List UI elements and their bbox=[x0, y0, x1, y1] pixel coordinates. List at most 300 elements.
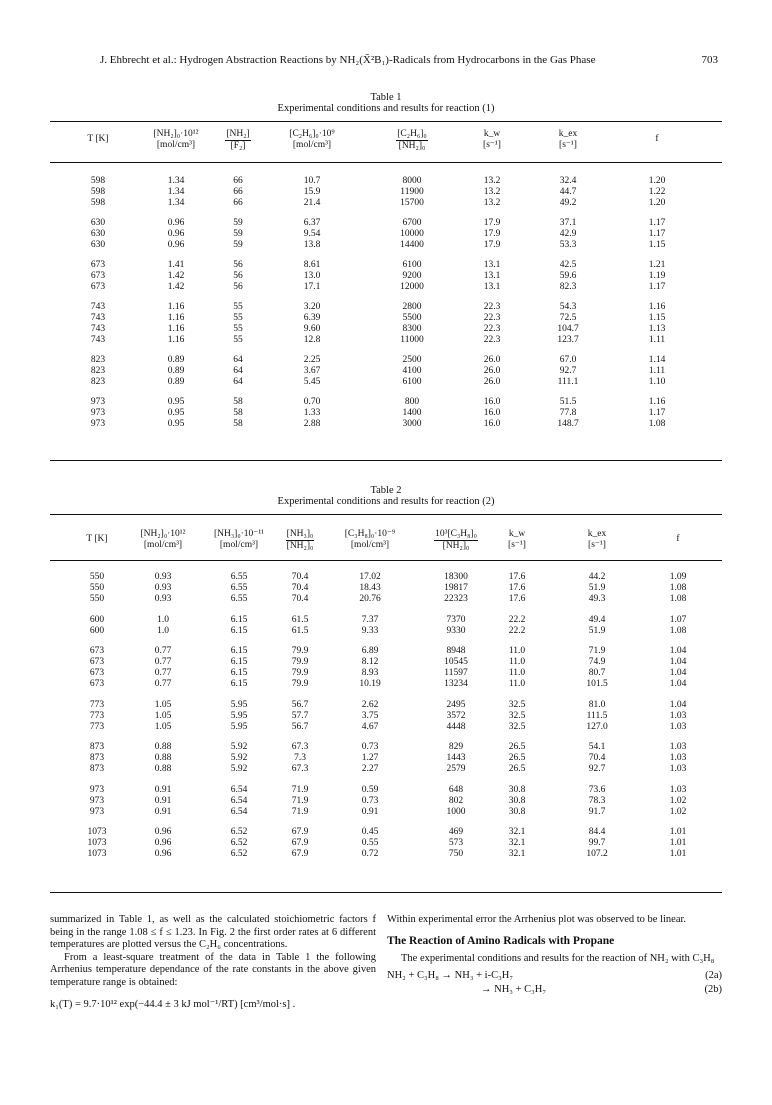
table-cell: 1073 bbox=[87, 827, 107, 837]
table-cell: 1.16 bbox=[167, 335, 185, 345]
table-cell: 4448 bbox=[446, 721, 466, 732]
table-cell: 1.02 bbox=[669, 795, 687, 806]
table-cell: 67.3 bbox=[291, 742, 309, 752]
table-cell: 873 bbox=[89, 742, 105, 752]
table-cell: 10.19 bbox=[359, 679, 381, 689]
table-cell: 6.37 bbox=[303, 218, 321, 228]
table1-caption: Experimental conditions and results for reaction (1) bbox=[277, 103, 495, 114]
table-cell: 17.6 bbox=[508, 572, 526, 582]
table-cell: 1.42 bbox=[167, 282, 185, 292]
table-cell: 0.88 bbox=[154, 753, 172, 763]
table-cell: 673 bbox=[90, 271, 106, 281]
table-cell: 550 bbox=[89, 572, 105, 582]
table-cell: 6.52 bbox=[230, 849, 248, 859]
table-cell: 1.08 bbox=[669, 625, 687, 636]
table-cell: 67.3 bbox=[291, 764, 309, 774]
table-cell: 630 bbox=[90, 240, 106, 250]
table-cell: 973 bbox=[90, 419, 106, 429]
table-cell: 773 bbox=[89, 721, 105, 732]
table-cell: 44.2 bbox=[588, 572, 606, 582]
table-cell: 32.1 bbox=[508, 827, 526, 837]
table-cell: 80.7 bbox=[588, 668, 606, 678]
column-header-unit: [mol/cm³] bbox=[292, 140, 332, 150]
table-cell: 3.67 bbox=[303, 366, 321, 376]
table-cell: 0.89 bbox=[167, 355, 185, 365]
table-cell: 111.5 bbox=[586, 710, 608, 721]
column-header-line: k_ex bbox=[587, 529, 607, 539]
column-header bbox=[523, 129, 613, 151]
table-cell: 71.9 bbox=[291, 795, 309, 806]
table-cell: 1.15 bbox=[648, 240, 666, 250]
table2-header-rule bbox=[50, 560, 722, 561]
table-cell: 0.91 bbox=[361, 806, 379, 817]
table-cell: 1.13 bbox=[648, 324, 666, 334]
table-cell: 1.02 bbox=[669, 806, 687, 817]
column-header-unit: [F₂] bbox=[230, 141, 246, 151]
column-header bbox=[612, 134, 702, 145]
table-cell: 22.3 bbox=[483, 324, 501, 334]
table-cell: 2495 bbox=[446, 699, 466, 710]
table-cell: 1.0 bbox=[157, 625, 169, 636]
table-cell: 51.9 bbox=[588, 625, 606, 636]
table-row bbox=[0, 722, 772, 733]
table2-caption: Experimental conditions and results for reaction (2) bbox=[277, 496, 495, 507]
column-header-line: k_ex bbox=[558, 129, 578, 139]
table-row bbox=[0, 187, 772, 198]
column-header-line: [NH₂]₀·10¹² bbox=[140, 529, 186, 539]
table-cell: 673 bbox=[90, 260, 106, 270]
table-row bbox=[0, 646, 772, 657]
table-cell: 71.9 bbox=[291, 806, 309, 817]
arrhenius-equation: k₁(T) = 9.7·10¹² exp(−44.4 ± 3 kJ mol⁻¹/RT) [cm³/mol·s] . bbox=[50, 999, 296, 1010]
table-cell: 743 bbox=[90, 313, 106, 323]
table-cell: 37.1 bbox=[559, 218, 577, 228]
table-cell: 1.01 bbox=[669, 849, 687, 859]
table-cell: 14400 bbox=[400, 240, 424, 250]
table-cell: 92.7 bbox=[559, 366, 577, 376]
table-cell: 973 bbox=[89, 795, 105, 806]
table-cell: 973 bbox=[89, 806, 105, 817]
table-cell: 630 bbox=[90, 218, 106, 228]
table-cell: 6.54 bbox=[230, 784, 248, 795]
table-cell: 59 bbox=[233, 218, 243, 228]
column-header-line: T [K] bbox=[87, 134, 109, 144]
table-cell: 53.3 bbox=[559, 240, 577, 250]
table-cell: 54.3 bbox=[559, 302, 577, 312]
table-row bbox=[0, 229, 772, 240]
table-cell: 3000 bbox=[402, 419, 422, 429]
table-row bbox=[0, 397, 772, 408]
table-cell: 58 bbox=[233, 397, 243, 407]
table-row bbox=[0, 313, 772, 324]
table-cell: 0.96 bbox=[167, 229, 185, 239]
table-cell: 10545 bbox=[444, 657, 468, 667]
column-header-line: [C₂H₆]₀·10⁹ bbox=[289, 129, 335, 139]
table-cell: 6.15 bbox=[230, 625, 248, 636]
table-cell: 1.14 bbox=[648, 355, 666, 365]
table-cell: 17.9 bbox=[483, 240, 501, 250]
table-cell: 56.7 bbox=[291, 699, 309, 710]
table-cell: 0.93 bbox=[154, 583, 172, 593]
table-cell: 3.75 bbox=[361, 710, 379, 721]
table-cell: 7.3 bbox=[294, 753, 306, 763]
column-header-unit: [mol/cm³] bbox=[219, 540, 259, 550]
table-row bbox=[0, 594, 772, 605]
table-row bbox=[0, 282, 772, 293]
table-cell: 72.5 bbox=[559, 313, 577, 323]
table-cell: 1.17 bbox=[648, 282, 666, 292]
table-cell: 1.04 bbox=[669, 657, 687, 667]
table-cell: 16.0 bbox=[483, 397, 501, 407]
table-cell: 6.15 bbox=[230, 646, 248, 656]
column-header-line: f bbox=[676, 534, 680, 544]
table-cell: 51.5 bbox=[559, 397, 577, 407]
column-header bbox=[267, 129, 357, 151]
table-cell: 55 bbox=[233, 335, 243, 345]
table-cell: 0.73 bbox=[361, 795, 379, 806]
section-heading: The Reaction of Amino Radicals with Propane bbox=[387, 934, 615, 947]
table1-header-rule bbox=[50, 162, 722, 163]
table-cell: 1.41 bbox=[167, 260, 185, 270]
table-cell: 32.1 bbox=[508, 838, 526, 848]
column-header-line: [C₃H₈]₀·10⁻⁹ bbox=[344, 529, 396, 539]
table-row bbox=[0, 198, 772, 209]
table-row bbox=[0, 377, 772, 388]
table-cell: 6.39 bbox=[303, 313, 321, 323]
table-cell: 17.9 bbox=[483, 229, 501, 239]
table-row bbox=[0, 408, 772, 419]
table-cell: 0.70 bbox=[303, 397, 321, 407]
table-cell: 66 bbox=[233, 176, 243, 186]
table-cell: 0.93 bbox=[154, 594, 172, 604]
column-header-unit: [mol/cm³] bbox=[156, 140, 196, 150]
table-row bbox=[0, 668, 772, 679]
table-cell: 598 bbox=[90, 198, 106, 208]
table-cell: 1.22 bbox=[648, 187, 666, 197]
table-cell: 13.1 bbox=[483, 271, 501, 281]
equation-2b-number: (2b) bbox=[704, 983, 722, 995]
table-row bbox=[0, 615, 772, 626]
table-cell: 81.0 bbox=[588, 699, 606, 710]
table-cell: 0.91 bbox=[154, 806, 172, 817]
table-cell: 17.6 bbox=[508, 594, 526, 604]
table-cell: 0.95 bbox=[167, 397, 185, 407]
table-cell: 673 bbox=[89, 646, 105, 656]
table-cell: 2.27 bbox=[361, 764, 379, 774]
right-column bbox=[387, 914, 722, 998]
table-cell: 0.93 bbox=[154, 572, 172, 582]
table-cell: 61.5 bbox=[291, 614, 309, 625]
column-header-unit: [mol/cm³] bbox=[350, 540, 390, 550]
table-cell: 6.15 bbox=[230, 679, 248, 689]
table-cell: 11.0 bbox=[508, 668, 526, 678]
table-cell: 55 bbox=[233, 302, 243, 312]
table-cell: 2500 bbox=[402, 355, 422, 365]
table-cell: 773 bbox=[89, 710, 105, 721]
table-cell: 6.15 bbox=[230, 668, 248, 678]
table-cell: 1.03 bbox=[669, 753, 687, 763]
table-cell: 0.72 bbox=[361, 849, 379, 859]
table-cell: 22.2 bbox=[508, 614, 526, 625]
equation-2a bbox=[387, 970, 722, 984]
table-cell: 1073 bbox=[87, 838, 107, 848]
table2-bottom-rule bbox=[50, 892, 722, 893]
table-cell: 1.01 bbox=[669, 838, 687, 848]
table-cell: 1.20 bbox=[648, 198, 666, 208]
table-cell: 743 bbox=[90, 335, 106, 345]
table-cell: 11597 bbox=[444, 668, 468, 678]
table-cell: 26.0 bbox=[483, 377, 501, 387]
table-cell: 70.4 bbox=[291, 583, 309, 593]
table-cell: 773 bbox=[89, 699, 105, 710]
table-cell: 1.03 bbox=[669, 721, 687, 732]
table1-bottom-rule bbox=[50, 460, 722, 461]
table-cell: 8000 bbox=[402, 176, 422, 186]
table-cell: 5.95 bbox=[230, 699, 248, 710]
column-header-unit: [NH₂]₀ bbox=[286, 541, 314, 551]
table-cell: 71.9 bbox=[588, 646, 606, 656]
table-cell: 70.4 bbox=[588, 753, 606, 763]
column-header-line: k_w bbox=[508, 529, 526, 539]
table-cell: 12.8 bbox=[303, 335, 321, 345]
equation-2a-number: (2a) bbox=[705, 969, 722, 981]
table-cell: 550 bbox=[89, 594, 105, 604]
table-cell: 67.9 bbox=[291, 838, 309, 848]
table-cell: 74.9 bbox=[588, 657, 606, 667]
table-cell: 598 bbox=[90, 176, 106, 186]
column-header-line: [NH₃]₀·10⁻¹¹ bbox=[213, 529, 265, 539]
table-cell: 13.2 bbox=[483, 198, 501, 208]
table-cell: 15.9 bbox=[303, 187, 321, 197]
table-cell: 1.09 bbox=[669, 572, 687, 582]
table-cell: 2.88 bbox=[303, 419, 321, 429]
paragraph: From a least-square treatment of the data in Table 1 the following Arrhenius temperature dependance of the rate constants in the above given temperature range is obtained: bbox=[50, 951, 376, 988]
column-header bbox=[325, 529, 415, 551]
table-cell: 3.20 bbox=[303, 302, 321, 312]
table-cell: 64 bbox=[233, 366, 243, 376]
table-cell: 0.96 bbox=[154, 838, 172, 848]
table-cell: 79.9 bbox=[291, 646, 309, 656]
table-row bbox=[0, 240, 772, 251]
table-cell: 67.9 bbox=[291, 827, 309, 837]
table-cell: 973 bbox=[90, 408, 106, 418]
table-cell: 1.17 bbox=[648, 218, 666, 228]
table-cell: 6.89 bbox=[361, 646, 379, 656]
table-cell: 56 bbox=[233, 282, 243, 292]
table-row bbox=[0, 626, 772, 637]
column-header-line: T [K] bbox=[86, 534, 108, 544]
table-cell: 13.1 bbox=[483, 260, 501, 270]
table-cell: 829 bbox=[448, 742, 464, 752]
table-cell: 1000 bbox=[446, 806, 466, 817]
table-cell: 104.7 bbox=[557, 324, 579, 334]
table2-top-rule bbox=[50, 514, 722, 515]
table-cell: 5.92 bbox=[230, 753, 248, 763]
table-cell: 1.20 bbox=[648, 176, 666, 186]
table-cell: 49.2 bbox=[559, 198, 577, 208]
paragraph: The experimental conditions and results for the reaction of NH₂ with C₃H₈ bbox=[401, 953, 715, 964]
table-cell: 22.2 bbox=[508, 625, 526, 636]
table-row bbox=[0, 807, 772, 818]
table-cell: 1.03 bbox=[669, 784, 687, 795]
column-header bbox=[53, 134, 143, 145]
table-cell: 59 bbox=[233, 240, 243, 250]
table-cell: 1.11 bbox=[648, 335, 666, 345]
table-cell: 0.77 bbox=[154, 657, 172, 667]
table-cell: 8948 bbox=[446, 646, 466, 656]
table-cell: 8.93 bbox=[361, 668, 379, 678]
table-cell: 1.34 bbox=[167, 198, 185, 208]
column-header-line: 10³[C₃H₈]₀ bbox=[435, 529, 477, 539]
table-cell: 55 bbox=[233, 313, 243, 323]
table-cell: 111.1 bbox=[557, 377, 579, 387]
table-cell: 6100 bbox=[402, 260, 422, 270]
table-cell: 1.34 bbox=[167, 187, 185, 197]
table-cell: 802 bbox=[448, 795, 464, 806]
table-cell: 598 bbox=[90, 187, 106, 197]
table-cell: 32.5 bbox=[508, 721, 526, 732]
table-cell: 1.10 bbox=[648, 377, 666, 387]
table-cell: 2800 bbox=[402, 302, 422, 312]
table-cell: 5.45 bbox=[303, 377, 321, 387]
table-cell: 0.91 bbox=[154, 784, 172, 795]
table-cell: 1.19 bbox=[648, 271, 666, 281]
table-cell: 58 bbox=[233, 419, 243, 429]
column-header-unit: [s⁻¹] bbox=[508, 540, 526, 550]
table-cell: 20.76 bbox=[359, 594, 381, 604]
table-cell: 12000 bbox=[400, 282, 424, 292]
table-cell: 1.08 bbox=[648, 419, 666, 429]
table-cell: 58 bbox=[233, 408, 243, 418]
page-header bbox=[100, 54, 718, 70]
table-cell: 13.1 bbox=[483, 282, 501, 292]
table-cell: 8.61 bbox=[303, 260, 321, 270]
table-cell: 6100 bbox=[402, 377, 422, 387]
table-cell: 9200 bbox=[402, 271, 422, 281]
table-cell: 1.04 bbox=[669, 699, 687, 710]
table-cell: 0.88 bbox=[154, 764, 172, 774]
table-cell: 5500 bbox=[402, 313, 422, 323]
table-cell: 26.5 bbox=[508, 753, 526, 763]
table-cell: 973 bbox=[89, 784, 105, 795]
table-cell: 1.16 bbox=[648, 302, 666, 312]
table-cell: 5.95 bbox=[230, 721, 248, 732]
table-cell: 0.89 bbox=[167, 366, 185, 376]
table-cell: 59.6 bbox=[559, 271, 577, 281]
table-cell: 5.92 bbox=[230, 764, 248, 774]
table-cell: 79.9 bbox=[291, 679, 309, 689]
table-cell: 101.5 bbox=[586, 679, 608, 689]
table-cell: 22.3 bbox=[483, 335, 501, 345]
table-cell: 743 bbox=[90, 302, 106, 312]
table-cell: 61.5 bbox=[291, 625, 309, 636]
table-cell: 873 bbox=[89, 753, 105, 763]
table-cell: 16.0 bbox=[483, 408, 501, 418]
column-header bbox=[552, 529, 642, 551]
table-cell: 1.03 bbox=[669, 764, 687, 774]
table1-label: Table 1 bbox=[370, 92, 402, 103]
table-cell: 0.89 bbox=[167, 377, 185, 387]
table-cell: 6.54 bbox=[230, 806, 248, 817]
table-cell: 64 bbox=[233, 377, 243, 387]
table-cell: 6.52 bbox=[230, 838, 248, 848]
table-cell: 1.07 bbox=[669, 614, 687, 625]
table-cell: 1.04 bbox=[669, 679, 687, 689]
column-header-unit: [s⁻¹] bbox=[559, 140, 577, 150]
table-cell: 70.4 bbox=[291, 572, 309, 582]
table-cell: 1.08 bbox=[669, 583, 687, 593]
table-cell: 11000 bbox=[400, 335, 424, 345]
table-cell: 56 bbox=[233, 260, 243, 270]
equation-2b bbox=[387, 984, 722, 998]
table-cell: 26.0 bbox=[483, 366, 501, 376]
table-cell: 673 bbox=[89, 657, 105, 667]
table-cell: 56 bbox=[233, 271, 243, 281]
table-cell: 0.96 bbox=[167, 218, 185, 228]
table-cell: 7.37 bbox=[361, 614, 379, 625]
table-cell: 44.7 bbox=[559, 187, 577, 197]
table-cell: 630 bbox=[90, 229, 106, 239]
table-row bbox=[0, 657, 772, 668]
table-cell: 16.0 bbox=[483, 419, 501, 429]
table-cell: 1400 bbox=[402, 408, 422, 418]
table-cell: 873 bbox=[89, 764, 105, 774]
table-cell: 11.0 bbox=[508, 657, 526, 667]
table-cell: 2.25 bbox=[303, 355, 321, 365]
table-cell: 648 bbox=[448, 784, 464, 795]
table-cell: 823 bbox=[90, 377, 106, 387]
table-cell: 67.0 bbox=[559, 355, 577, 365]
table-cell: 32.5 bbox=[508, 699, 526, 710]
column-header-line: f bbox=[655, 134, 659, 144]
table-cell: 673 bbox=[90, 282, 106, 292]
table-cell: 17.1 bbox=[303, 282, 321, 292]
table-cell: 1.27 bbox=[361, 753, 379, 763]
table-cell: 600 bbox=[89, 614, 105, 625]
table-cell: 1.04 bbox=[669, 646, 687, 656]
table-cell: 1.11 bbox=[648, 366, 666, 376]
table-cell: 0.77 bbox=[154, 646, 172, 656]
table-cell: 8300 bbox=[402, 324, 422, 334]
column-header-unit: [NH₂]₀ bbox=[442, 541, 470, 551]
table-row bbox=[0, 218, 772, 229]
table-row bbox=[0, 260, 772, 271]
table-cell: 77.8 bbox=[559, 408, 577, 418]
table-cell: 49.4 bbox=[588, 614, 606, 625]
table-cell: 0.77 bbox=[154, 679, 172, 689]
table-cell: 66 bbox=[233, 198, 243, 208]
left-column bbox=[50, 914, 376, 1012]
column-header-line: [NH₃]₀ bbox=[286, 529, 314, 539]
table-cell: 11.0 bbox=[508, 679, 526, 689]
table-cell: 127.0 bbox=[586, 721, 608, 732]
equation-2b-text: → NH₃ + C₃H₇ bbox=[481, 983, 547, 995]
table-row bbox=[0, 700, 772, 711]
column-header-unit: [mol/cm³] bbox=[143, 540, 183, 550]
table-cell: 26.5 bbox=[508, 742, 526, 752]
table1-top-rule bbox=[50, 121, 722, 122]
table-cell: 67.9 bbox=[291, 849, 309, 859]
table-cell: 8.12 bbox=[361, 657, 379, 667]
table-cell: 973 bbox=[90, 397, 106, 407]
table-cell: 1073 bbox=[87, 849, 107, 859]
table-cell: 1.16 bbox=[648, 397, 666, 407]
table-cell: 1.05 bbox=[154, 699, 172, 710]
table-cell: 1.15 bbox=[648, 313, 666, 323]
table-cell: 21.4 bbox=[303, 198, 321, 208]
table-cell: 0.73 bbox=[361, 742, 379, 752]
table-cell: 84.4 bbox=[588, 827, 606, 837]
